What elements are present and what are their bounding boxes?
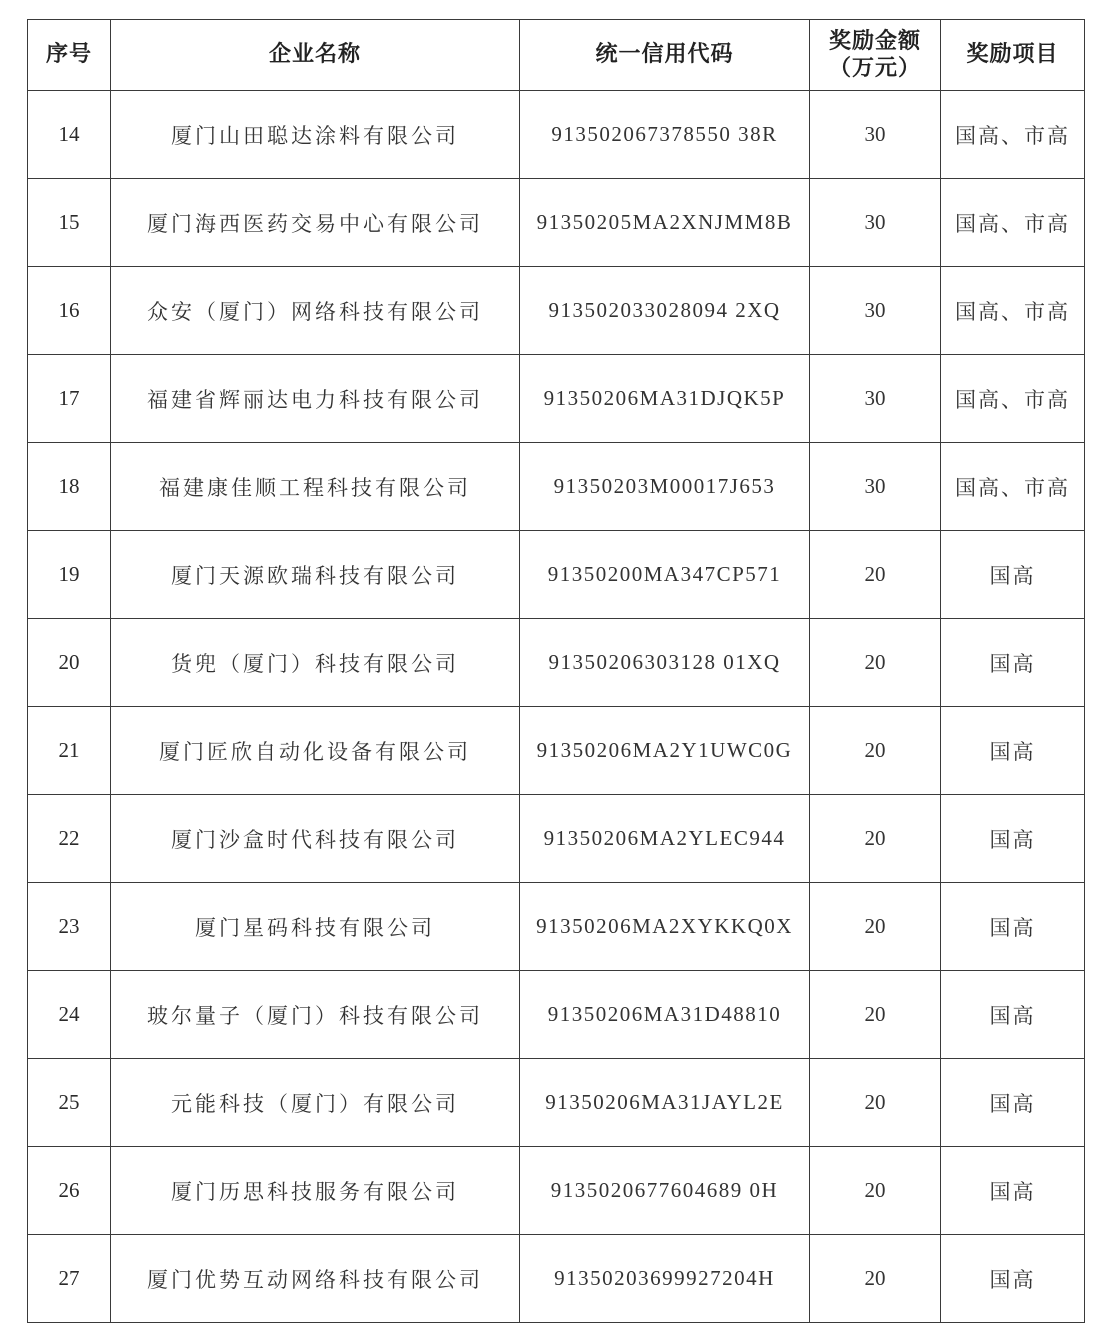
cell-amount: 30 [810,267,941,355]
cell-no: 19 [28,531,111,619]
cell-credit-code: 91350206MA31JAYL2E [520,1059,810,1147]
header-amount-line2: （万元） [828,56,921,81]
cell-no: 17 [28,355,111,443]
cell-credit-code: 91350206MA31D48810 [520,971,810,1059]
header-company: 企业名称 [111,20,520,91]
cell-credit-code: 913502033028094 2XQ [520,267,810,355]
cell-amount: 20 [810,1235,941,1323]
table-row [28,179,1085,267]
cell-no: 23 [28,883,111,971]
table-row [28,1059,1085,1147]
cell-credit-code: 9135020677604689 0H [520,1147,810,1235]
table-row [28,619,1085,707]
cell-no: 22 [28,795,111,883]
table-row [28,443,1085,531]
cell-credit-code: 91350203699927204H [520,1235,810,1323]
cell-no: 24 [28,971,111,1059]
cell-company: 厦门历思科技服务有限公司 [111,1147,520,1235]
cell-project: 国高、市高 [941,355,1085,443]
cell-project: 国高、市高 [941,179,1085,267]
cell-no: 16 [28,267,111,355]
table-row [28,355,1085,443]
cell-amount: 20 [810,1147,941,1235]
cell-amount: 30 [810,91,941,179]
cell-company: 福建康佳顺工程科技有限公司 [111,443,520,531]
cell-no: 27 [28,1235,111,1323]
cell-no: 14 [28,91,111,179]
cell-amount: 20 [810,795,941,883]
cell-project: 国高 [941,971,1085,1059]
cell-credit-code: 91350205MA2XNJMM8B [520,179,810,267]
table-header-row [28,20,1085,91]
cell-credit-code: 91350206MA2Y1UWC0G [520,707,810,795]
cell-project: 国高 [941,795,1085,883]
header-amount-line1: 奖励金额 [828,28,921,54]
cell-company: 厦门星码科技有限公司 [111,883,520,971]
cell-credit-code: 91350200MA347CP571 [520,531,810,619]
cell-no: 18 [28,443,111,531]
cell-project: 国高 [941,883,1085,971]
cell-company: 玻尔量子（厦门）科技有限公司 [111,971,520,1059]
cell-amount: 20 [810,619,941,707]
cell-amount: 20 [810,883,941,971]
cell-no: 15 [28,179,111,267]
cell-amount: 30 [810,355,941,443]
table-row [28,795,1085,883]
cell-company: 众安（厦门）网络科技有限公司 [111,267,520,355]
cell-company: 厦门山田聪达涂料有限公司 [111,91,520,179]
cell-credit-code: 91350206MA31DJQK5P [520,355,810,443]
cell-company: 元能科技（厦门）有限公司 [111,1059,520,1147]
cell-project: 国高 [941,1235,1085,1323]
table-row [28,883,1085,971]
cell-no: 20 [28,619,111,707]
cell-credit-code: 913502067378550 38R [520,91,810,179]
cell-no: 21 [28,707,111,795]
cell-credit-code: 91350203M00017J653 [520,443,810,531]
cell-company: 厦门匠欣自动化设备有限公司 [111,707,520,795]
table-body [28,91,1085,1323]
cell-project: 国高、市高 [941,443,1085,531]
cell-amount: 30 [810,179,941,267]
cell-amount: 20 [810,707,941,795]
cell-company: 厦门沙盒时代科技有限公司 [111,795,520,883]
header-project: 奖励项目 [941,20,1085,91]
cell-company: 厦门优势互动网络科技有限公司 [111,1235,520,1323]
cell-company: 货兜（厦门）科技有限公司 [111,619,520,707]
header-credit-code: 统一信用代码 [520,20,810,91]
cell-no: 26 [28,1147,111,1235]
cell-credit-code: 91350206303128 01XQ [520,619,810,707]
header-amount [810,20,941,91]
cell-project: 国高 [941,707,1085,795]
cell-amount: 20 [810,971,941,1059]
cell-project: 国高、市高 [941,267,1085,355]
cell-company: 厦门海西医药交易中心有限公司 [111,179,520,267]
award-table [27,19,1085,1323]
table-row [28,531,1085,619]
cell-project: 国高 [941,619,1085,707]
cell-credit-code: 91350206MA2XYKKQ0X [520,883,810,971]
table-row [28,1147,1085,1235]
cell-amount: 20 [810,1059,941,1147]
header-no: 序号 [28,20,111,91]
cell-company: 厦门天源欧瑞科技有限公司 [111,531,520,619]
cell-company: 福建省辉丽达电力科技有限公司 [111,355,520,443]
table-row [28,707,1085,795]
cell-amount: 20 [810,531,941,619]
cell-amount: 30 [810,443,941,531]
cell-project: 国高 [941,531,1085,619]
cell-project: 国高、市高 [941,91,1085,179]
table-row [28,1235,1085,1323]
cell-credit-code: 91350206MA2YLEC944 [520,795,810,883]
table-row [28,971,1085,1059]
cell-project: 国高 [941,1059,1085,1147]
cell-project: 国高 [941,1147,1085,1235]
table-row [28,267,1085,355]
table-row [28,91,1085,179]
cell-no: 25 [28,1059,111,1147]
